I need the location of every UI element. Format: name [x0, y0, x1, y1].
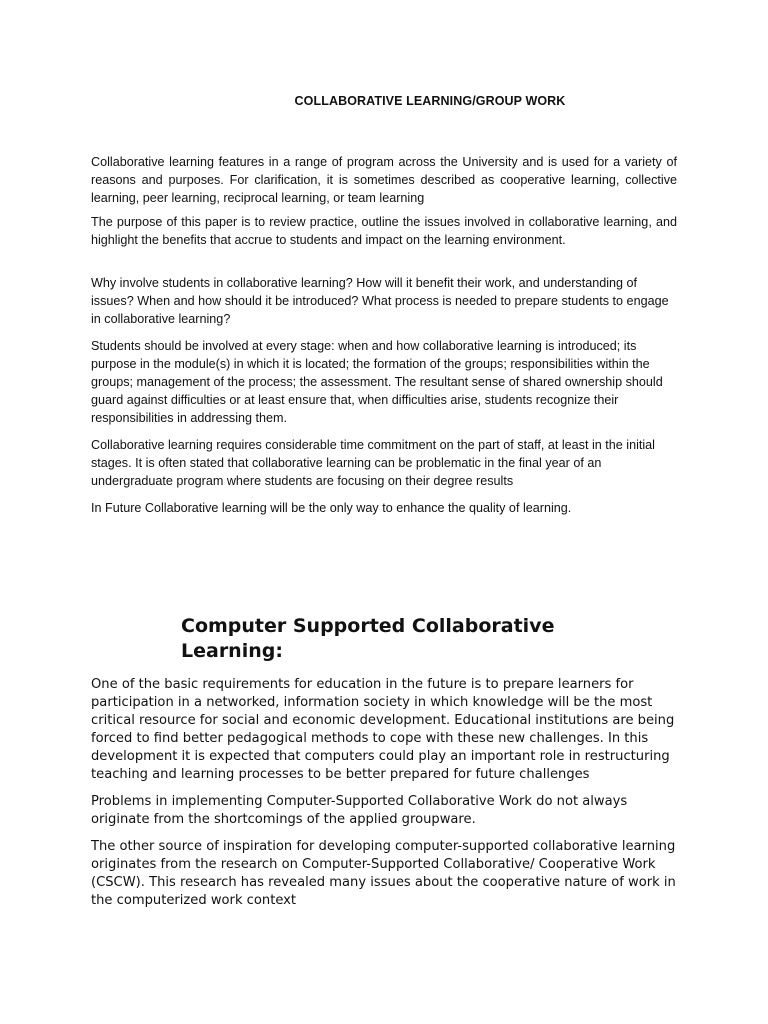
section-heading-cscl: Computer Supported Collaborative Learning:	[181, 615, 555, 662]
document-title: COLLABORATIVE LEARNING/GROUP WORK	[294, 94, 566, 108]
paragraph-other-source: The other source of inspiration for developing computer-supported collaborative learning originates from the research on Computer-Supported Collaborative/ Cooperative Work (CSCW). This research has revealed many issues about the cooperative nature of work in the computerized work context	[91, 839, 676, 908]
paragraph-purpose: The purpose of this paper is to review practice, outline the issues involved in collaborative learning, and highlight the benefits that accrue to students and impact on the learning environment.	[91, 215, 677, 247]
paragraph-intro: Collaborative learning features in a range of program across the University and is used for a variety of reasons and purposes. For clarification, it is sometimes described as cooperative learning, collective learning, peer learning, reciprocal learning, or team learning	[91, 155, 677, 205]
section-collaborative-learning	[91, 153, 677, 517]
paragraph-time-commitment: Collaborative learning requires considerable time commitment on the part of staff, at least in the initial stages. It is often stated that collaborative learning can be problematic in the final year of an undergraduate program where students are focusing on their degree results	[91, 438, 655, 488]
section-cscl	[91, 676, 681, 910]
paragraph-why-involve: Why involve students in collaborative learning? How will it benefit their work, and understanding of issues? When and how should it be introduced? What process is needed to prepare students to engage in collaborative learning?	[91, 276, 669, 326]
paragraph-students-involvement: Students should be involved at every stage: when and how collaborative learning is introduced; its purpose in the module(s) in which it is located; the formation of the groups; responsibilities within the groups; management of the process; the assessment. The resultant sense of shared ownership should guard against difficulties or at least ensure that, when difficulties arise, students recognize their responsibilities in addressing them.	[91, 339, 663, 425]
paragraph-future: In Future Collaborative learning will be the only way to enhance the quality of learning.	[91, 501, 572, 515]
paragraph-problems: Problems in implementing Computer-Supported Collaborative Work do not always originate from the shortcomings of the applied groupware.	[91, 794, 628, 827]
paragraph-basic-requirements: One of the basic requirements for education in the future is to prepare learners for participation in a networked, information society in which knowledge will be the most critical resource for social and economic development. Educational institutions are being forced to find better pedagogical methods to cope with these new challenges. In this development it is expected that computers could play an important role in restructuring teaching and learning processes to be better prepared for future challenges	[91, 677, 675, 782]
